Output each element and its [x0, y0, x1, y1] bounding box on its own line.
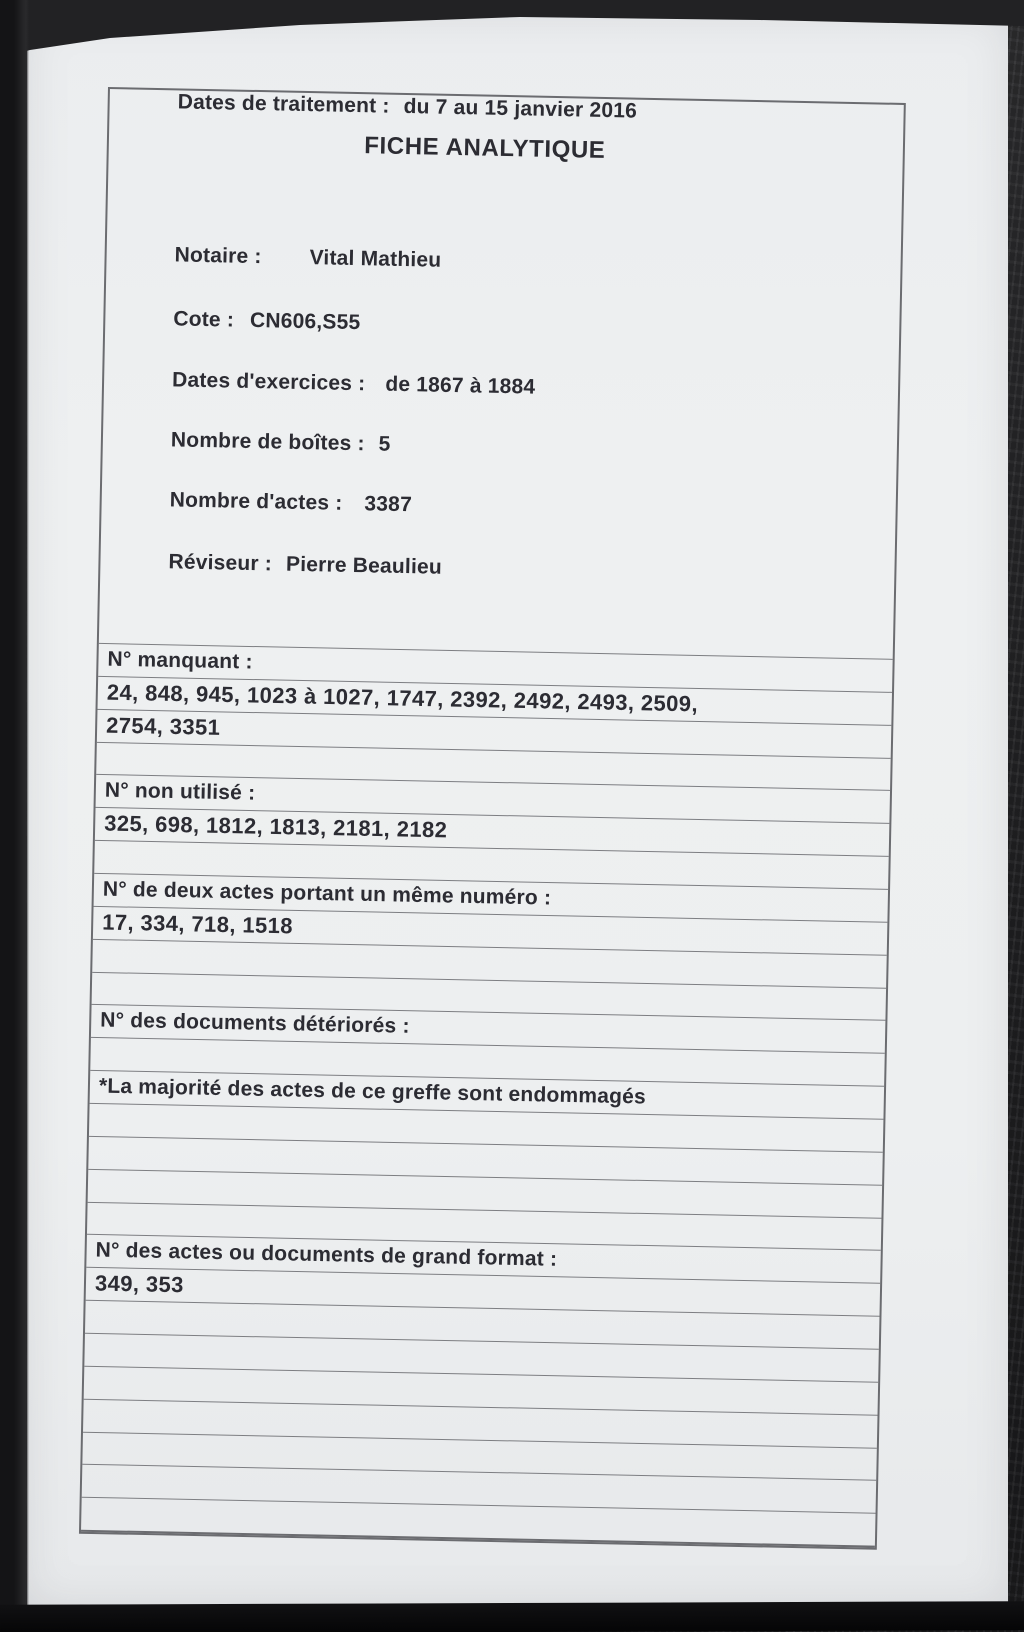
- page-title: FICHE ANALYTIQUE: [364, 132, 606, 164]
- binding-left-edge: [0, 0, 29, 1632]
- ruled-row-text: N° manquant :: [107, 647, 253, 674]
- ruled-row-text: 325, 698, 1812, 1813, 2181, 2182: [103, 810, 448, 843]
- field-row: [174, 243, 441, 272]
- form-box: [79, 87, 906, 1550]
- binding-bottom-edge: [0, 1601, 1024, 1632]
- field-value: 5: [378, 432, 391, 456]
- ruled-row-text: 24, 848, 945, 1023 à 1027, 1747, 2392, 2492, 2493, 2509,: [106, 679, 699, 717]
- field-row: [177, 90, 637, 123]
- field-value: Pierre Beaulieu: [285, 552, 443, 579]
- field-label: Notaire :: [174, 243, 262, 269]
- paper-sheet: [27, 13, 1008, 1606]
- ruled-row-text: N° des documents détériorés :: [100, 1008, 410, 1039]
- field-row: [169, 488, 412, 517]
- field-row: [171, 428, 391, 456]
- field-value: Vital Mathieu: [309, 246, 442, 272]
- ruled-row-text: 17, 334, 718, 1518: [101, 909, 294, 939]
- field-label: Dates d'exercices :: [171, 368, 366, 396]
- field-row: [168, 550, 442, 579]
- ruled-row-text: *La majorité des actes de ce greffe sont endommagés: [98, 1074, 647, 1109]
- header-fields: [99, 89, 904, 659]
- field-value: CN606,S55: [249, 308, 361, 335]
- ruled-row-text: 349, 353: [94, 1270, 185, 1298]
- ruled-row-text: 2754, 3351: [105, 712, 221, 740]
- ruled-section: [81, 643, 893, 1548]
- field-label: Réviseur :: [168, 550, 273, 576]
- field-label: Cote :: [173, 307, 235, 332]
- ruled-row-text: N° de deux actes portant un même numéro :: [102, 877, 552, 910]
- field-value: du 7 au 15 janvier 2016: [403, 94, 638, 123]
- ruled-row-text: N° non utilisé :: [104, 778, 256, 805]
- ruled-row-text: N° des actes ou documents de grand format :: [95, 1238, 558, 1272]
- field-row: [172, 368, 536, 399]
- field-value: 3387: [364, 492, 413, 517]
- field-label: Dates de traitement :: [177, 90, 390, 118]
- field-row: [173, 307, 361, 335]
- field-label: Nombre de boîtes :: [170, 428, 365, 456]
- field-value: de 1867 à 1884: [385, 372, 536, 399]
- field-label: Nombre d'actes :: [169, 488, 343, 515]
